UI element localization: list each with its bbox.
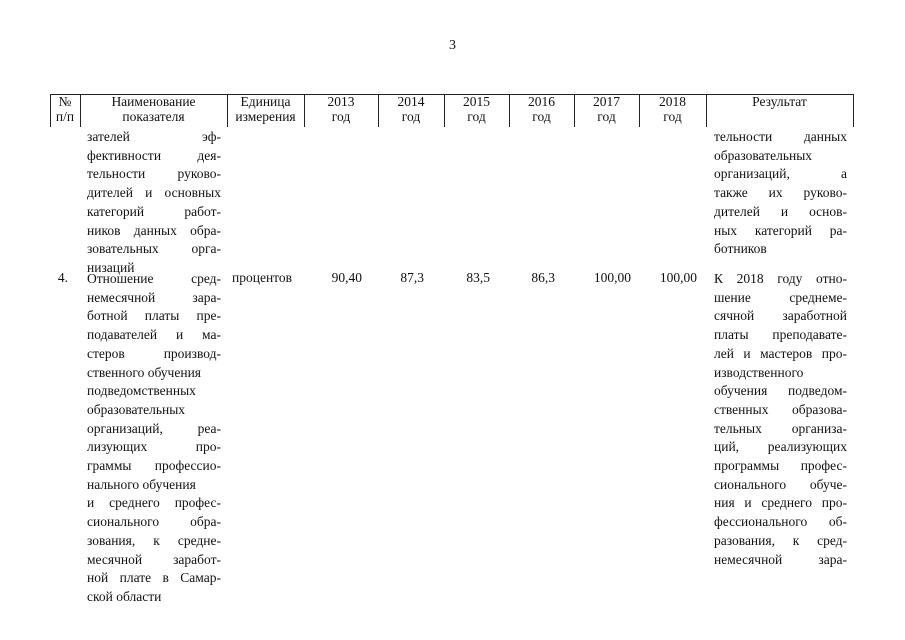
row-4-value-2017: 100,00 <box>593 270 631 285</box>
header-indicator-name: Наименование показателя <box>111 94 196 124</box>
row-4-unit: процентов <box>232 270 293 285</box>
row-4-number: 4. <box>57 270 68 285</box>
header-year-2013: 2013 год <box>327 94 355 124</box>
row-4-value-2018: 100,00 <box>659 270 697 285</box>
continuation-indicator-name: зателей эф- фективности дея- тельности руково- дителей и основных категорий работ- ников данных обра- зовательных орга- низаций <box>87 129 221 275</box>
header-2018: 2018 год <box>659 94 686 124</box>
page-number: 3 <box>449 38 456 53</box>
row-4-result: К 2018 году отно- шение среднеме- сячной заработной платы преподавате- лей и мастеров про- изводственного обучения подведом- ственных образова- тельных организа- ций, реализующих программы профес- сионального обуче- ния и среднего про- фессионального об- разования, к сред- немесячной зара- <box>714 271 847 567</box>
header-year-2014: 2014 год <box>397 94 425 124</box>
header-2017: 2017 год <box>593 94 620 124</box>
header-2015: 2015 год <box>463 94 490 124</box>
header-unit: Единица измерения <box>235 94 296 124</box>
row-4-value-2016: 86,3 <box>531 270 555 285</box>
row-4-indicator-name: Отношение сред- немесячной зара- ботной платы пре- подавателей и ма- стеров производ- ственного обучения подведомственных образовательных организаций, реа- лизующих про- граммы профессио- нального обучения и среднего профес- сионального обра- зования, к средне- месячной заработ- ной плате в Самар- ской области <box>87 271 221 604</box>
table-header <box>50 94 854 127</box>
header-result: Результат <box>752 94 807 109</box>
continuation-result: тельности данных образовательных организаций, а также их руково- дителей и основ- ных категорий ра- ботников <box>714 129 847 257</box>
row-4-value-2014: 87,3 <box>400 270 424 285</box>
row-4-value-2015: 83,5 <box>466 270 490 285</box>
row-4-value-2013: 90,40 <box>331 270 362 285</box>
header-2016: 2016 год <box>528 94 555 124</box>
header-number: № п/п <box>55 94 75 124</box>
